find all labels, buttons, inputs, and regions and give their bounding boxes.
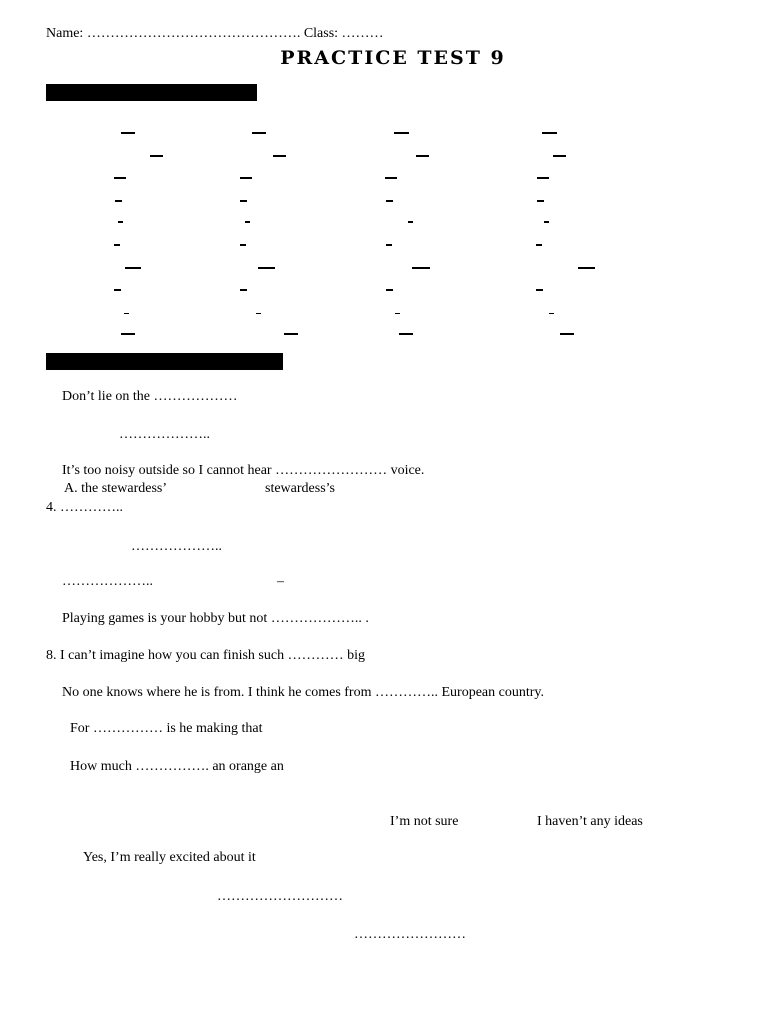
question-text: 4. …………..	[46, 500, 123, 515]
blank-dash	[125, 267, 141, 269]
answer-blank: ………………..	[62, 574, 153, 589]
option-text: I haven’t any ideas	[537, 814, 643, 829]
blank-dash	[124, 313, 129, 314]
blank-dash	[542, 132, 557, 134]
name-class-line: Name: ………………………………………. Class: ………	[46, 26, 384, 41]
blank-dash	[256, 313, 261, 314]
blank-dash	[416, 155, 429, 157]
blank-dash	[240, 289, 247, 291]
option-text: stewardess’s	[265, 481, 335, 496]
blank-dash	[114, 177, 126, 179]
option-a: A. the stewardess’	[64, 481, 168, 496]
blank-dash	[114, 244, 120, 246]
blank-dash	[258, 267, 275, 269]
blank-dash	[386, 200, 393, 202]
blank-dash	[245, 221, 250, 223]
blank-dash	[284, 333, 298, 335]
answer-blank: ………………..	[119, 427, 210, 442]
blank-dash	[537, 200, 544, 202]
blank-dash	[121, 333, 135, 335]
blank-dash	[536, 289, 543, 291]
blank-dash	[240, 244, 246, 246]
question-text: It’s too noisy outside so I cannot hear …………………… voice.	[62, 463, 425, 478]
blank-dash	[385, 177, 397, 179]
blank-dash	[537, 177, 549, 179]
blank-dash	[412, 267, 430, 269]
answer-blank: ………………..	[131, 539, 222, 554]
question-text: For …………… is he making that	[70, 721, 263, 736]
question-text: 8. I can’t imagine how you can finish such ………… big	[46, 648, 365, 663]
section-2-heading-redacted	[46, 353, 283, 370]
option-dash: –	[277, 574, 284, 589]
blank-dash	[115, 200, 122, 202]
blank-dash	[394, 132, 409, 134]
blank-dash	[395, 313, 400, 314]
answer-blank: ……………………	[354, 927, 466, 942]
blank-dash	[121, 132, 135, 134]
blank-dash	[273, 155, 286, 157]
blank-dash	[560, 333, 574, 335]
section-1-heading-redacted	[46, 84, 257, 101]
blank-dash	[544, 221, 549, 223]
blank-dash	[549, 313, 554, 314]
blank-dash	[553, 155, 566, 157]
answer-blank: ………………………	[217, 889, 343, 904]
blank-dash	[386, 289, 393, 291]
blank-dash	[536, 244, 542, 246]
blank-dash	[386, 244, 392, 246]
question-text: No one knows where he is from. I think he comes from ………….. European country.	[62, 685, 544, 700]
question-text: Playing games is your hobby but not ……………….. .	[62, 611, 369, 626]
question-text: How much ……………. an orange an	[70, 759, 284, 774]
blank-dash	[150, 155, 163, 157]
blank-dash	[240, 177, 252, 179]
blank-dash	[114, 289, 121, 291]
blank-dash	[408, 221, 413, 223]
question-text: Don’t lie on the ………………	[62, 389, 238, 404]
option-text: Yes, I’m really excited about it	[83, 850, 256, 865]
page-title: PRACTICE TEST 9	[280, 47, 506, 69]
blank-dash	[118, 221, 123, 223]
blank-dash	[578, 267, 595, 269]
blank-dash	[252, 132, 266, 134]
blank-dash	[399, 333, 413, 335]
option-text: I’m not sure	[390, 814, 459, 829]
blank-dash	[240, 200, 247, 202]
